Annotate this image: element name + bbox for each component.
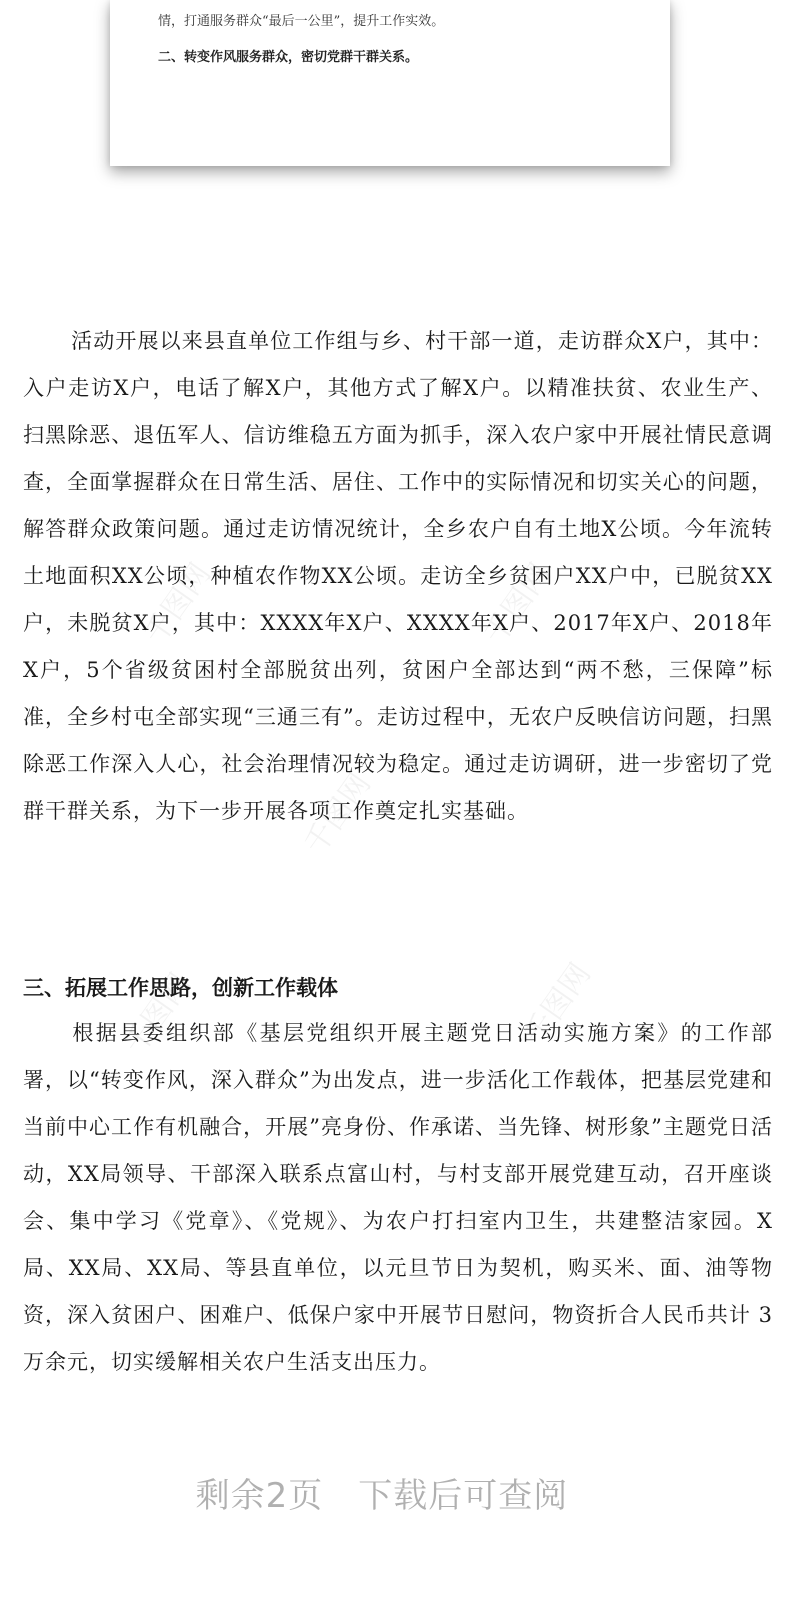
preview-section-heading: 二、转变作风服务群众，密切党群干群关系。 xyxy=(158,50,419,65)
preview-text-line: 情，打通服务群众“最后一公里”，提升工作实效。 xyxy=(158,14,445,29)
document-preview-card xyxy=(110,0,670,166)
watermark-logo: 千图网 xyxy=(117,967,199,1061)
watermark-logo: 千图网 xyxy=(517,957,599,1051)
body-paragraph-visits xyxy=(23,318,773,835)
paragraph-text: 根据县委组织部《基层党组织开展主题党日活动实施方案》的工作部署，以“转变作风，深入群众”为出发点，进一步活化工作载体，把基层党建和当前中心工作有机融合，开展”亮身份、作承诺、当先锋、树形象”主题党日活动，XX局领导、干部深入联系点富山村，与村支部开展党建互动，召开座谈会、集中学习《党章》、《党规》、为农户打扫室内卫生，共建整洁家园。X局、XX局、XX局、等县直单位，以元旦节日为契机，购买米、面、油等物资，深入贫困户、困难户、低保户家中开展节日慰问，物资折合人民币共计 3万余元，切实缓解相关农户生活支出压力。 xyxy=(23,1021,773,1374)
watermark-logo: 千图网 xyxy=(297,767,379,861)
body-paragraph-activities xyxy=(23,1010,773,1386)
watermark-logo: 千图网 xyxy=(477,557,559,651)
remaining-pages-notice: 剩余2页 下载后可查阅 xyxy=(195,1476,569,1516)
section-heading-3: 三、拓展工作思路，创新工作载体 xyxy=(23,976,338,1000)
paragraph-text: 活动开展以来县直单位工作组与乡、村干部一道，走访群众X户，其中：入户走访X户，电话了解X户，其他方式了解X户。以精准扶贫、农业生产、扫黑除恶、退伍军人、信访维稳五方面为抓手，深入农户家中开展社情民意调查，全面掌握群众在日常生活、居住、工作中的实际情况和切实关心的问题，解答群众政策问题。通过走访情况统计，全乡农户自有土地X公顷。今年流转土地面积XX公顷，种植农作物XX公顷。走访全乡贫困户XX户中，已脱贫XX户，未脱贫X户，其中：XXXX年X户、XXXX年X户、2017年X户、2018年X户，5个省级贫困村全部脱贫出列，贫困户全部达到“两不愁，三保障”标准，全乡村屯全部实现“三通三有”。走访过程中，无农户反映信访问题，扫黑除恶工作深入人心，社会治理情况较为稳定。通过走访调研，进一步密切了党群干群关系，为下一步开展各项工作奠定扎实基础。 xyxy=(23,329,773,823)
watermark-logo: 千图网 xyxy=(137,557,219,651)
